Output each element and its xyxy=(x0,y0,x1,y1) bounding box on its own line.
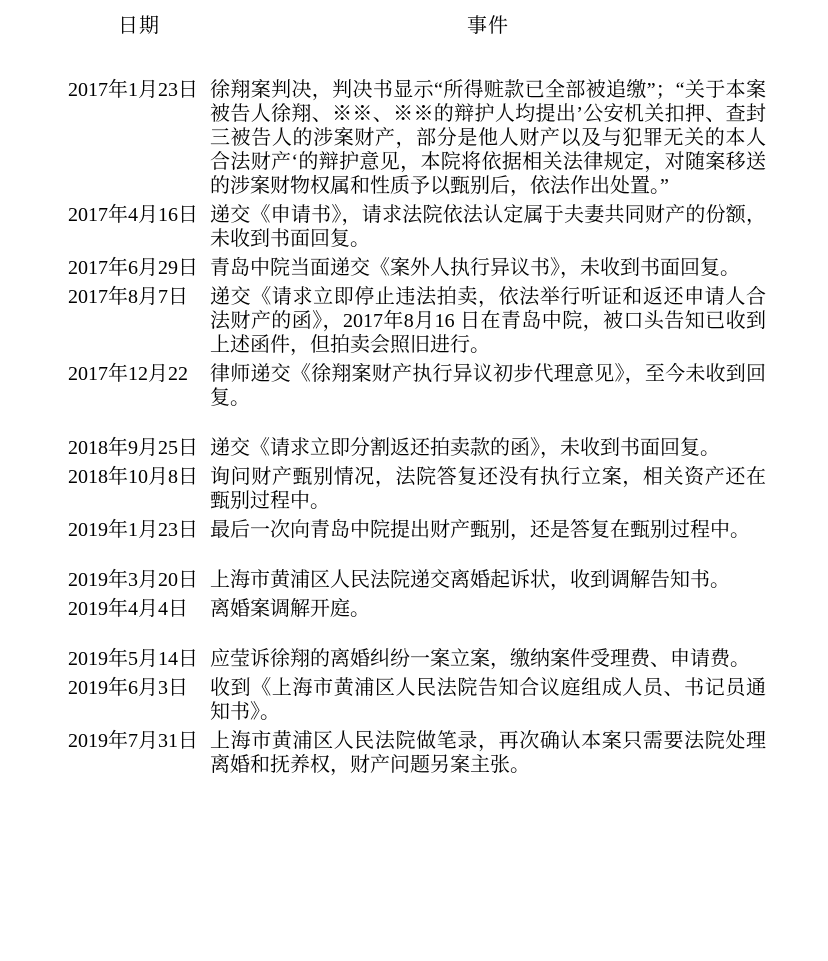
table-row xyxy=(68,729,766,777)
date-cell: 2019年4月4日 xyxy=(68,598,188,620)
timeline-group xyxy=(68,568,766,621)
table-row xyxy=(68,518,766,542)
event-cell: 应莹诉徐翔的离婚纠纷一案立案，缴纳案件受理费、申请费。 xyxy=(210,648,750,670)
event-cell: 徐翔案判决，判决书显示“所得赃款已全部被追缴”；“关于本案被告人徐翔、※※、※※的辩护人均提出’公安机关扣押、查封三被告人的涉案财产，部分是他人财产以及与犯罪无关的本人合法财产‘的辩护意见，本院将依据相关法律规定，对随案移送的涉案财物权属和性质予以甄别后，依法作出处置。” xyxy=(210,79,766,197)
table-row xyxy=(68,362,766,410)
event-cell: 询问财产甄别情况，法院答复还没有执行立案，相关资产还在甄别过程中。 xyxy=(210,466,766,512)
event-cell: 律师递交《徐翔案财产执行异议初步代理意见》，至今未收到回复。 xyxy=(210,363,766,409)
date-cell: 2017年8月7日 xyxy=(68,286,188,308)
date-cell: 2019年3月20日 xyxy=(68,569,198,591)
timeline-group xyxy=(68,78,766,410)
table-row xyxy=(68,465,766,513)
date-cell: 2017年4月16日 xyxy=(68,204,198,226)
date-cell: 2018年9月25日 xyxy=(68,437,198,459)
event-cell: 上海市黄浦区人民法院做笔录，再次确认本案只需要法院处理离婚和抚养权，财产问题另案主张。 xyxy=(210,730,766,776)
date-cell: 2017年12月22 xyxy=(68,363,188,385)
table-row xyxy=(68,436,766,460)
table-row xyxy=(68,256,766,280)
date-cell: 2017年1月23日 xyxy=(68,79,198,101)
table-row xyxy=(68,203,766,251)
event-column-header: 事件 xyxy=(467,15,509,37)
table-row xyxy=(68,676,766,724)
table-row xyxy=(68,597,766,621)
event-cell: 收到《上海市黄浦区人民法院告知合议庭组成人员、书记员通知书》。 xyxy=(210,677,766,723)
date-cell: 2019年1月23日 xyxy=(68,519,198,541)
event-cell: 青岛中院当面递交《案外人执行异议书》，未收到书面回复。 xyxy=(210,257,740,279)
date-cell: 2019年5月14日 xyxy=(68,648,198,670)
table-header-row xyxy=(68,14,766,38)
timeline-table xyxy=(68,14,766,777)
table-row xyxy=(68,568,766,592)
event-cell: 离婚案调解开庭。 xyxy=(210,598,370,620)
timeline-group xyxy=(68,647,766,777)
table-row xyxy=(68,78,766,198)
event-cell: 递交《请求立即分割返还拍卖款的函》，未收到书面回复。 xyxy=(210,437,720,459)
timeline-group xyxy=(68,436,766,542)
date-cell: 2017年6月29日 xyxy=(68,257,198,279)
table-row xyxy=(68,647,766,671)
date-column-header: 日期 xyxy=(118,15,160,37)
event-cell: 递交《申请书》，请求法院依法认定属于夫妻共同财产的份额，未收到书面回复。 xyxy=(210,204,766,250)
event-cell: 最后一次向青岛中院提出财产甄别，还是答复在甄别过程中。 xyxy=(210,519,750,541)
event-cell: 上海市黄浦区人民法院递交离婚起诉状，收到调解告知书。 xyxy=(210,569,730,591)
date-cell: 2018年10月8日 xyxy=(68,466,198,488)
date-cell: 2019年7月31日 xyxy=(68,730,198,752)
table-row xyxy=(68,285,766,357)
timeline-body xyxy=(68,78,766,777)
event-cell: 递交《请求立即停止违法拍卖，依法举行听证和返还申请人合法财产的函》，2017年8月16 日在青岛中院，被口头告知已收到上述函件，但拍卖会照旧进行。 xyxy=(210,286,766,356)
date-cell: 2019年6月3日 xyxy=(68,677,188,699)
